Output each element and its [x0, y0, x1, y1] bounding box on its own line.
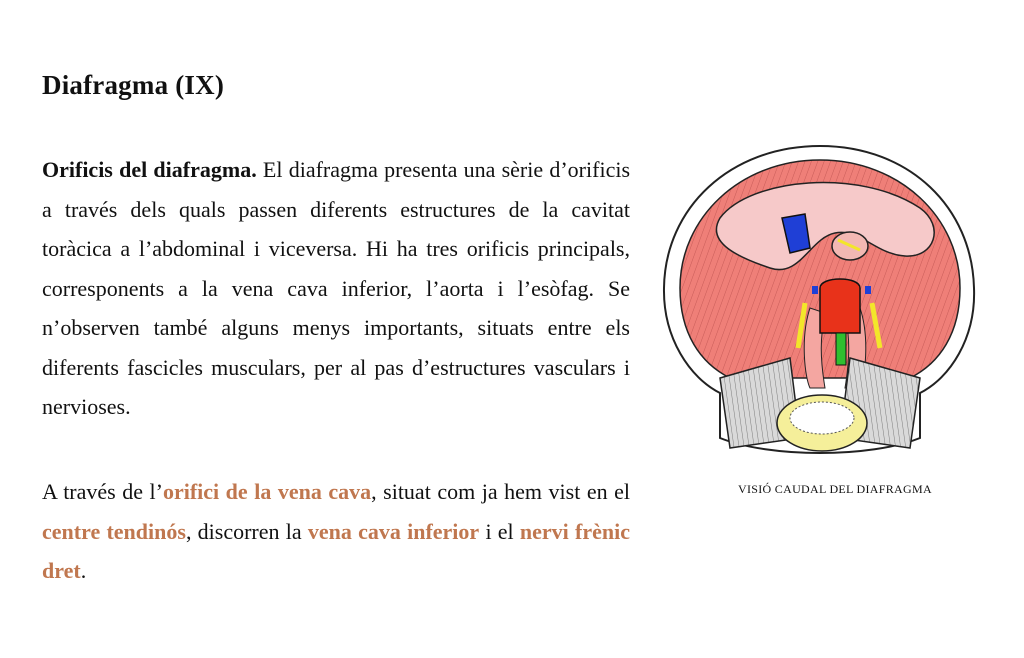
text-segment: , situat com ja hem vist en el	[371, 479, 630, 504]
link-orifici-vena-cava[interactable]: orifici de la vena cava	[162, 479, 372, 504]
text-segment: i el	[479, 518, 520, 544]
text-segment: A través de l’	[42, 479, 163, 504]
text-segment: , discorren la	[185, 518, 308, 544]
page-title: Diafragma (IX)	[42, 70, 225, 100]
diaphragm-illustration	[660, 138, 980, 460]
paragraph-vena-cava	[42, 472, 630, 591]
text-segment: .	[80, 558, 87, 583]
aorta-icon	[820, 279, 860, 333]
figure-caption: VISIÓ CAUDAL DEL DIAFRAGMA	[738, 482, 932, 496]
link-vena-cava-inferior[interactable]: vena cava inferior	[307, 518, 480, 544]
paragraph-text: El diafragma presenta una sèrie d’orificis a través dels quals passen diferents estructures de la cavitat toràcica a l’abdominal i viceversa. Hi ha tres orificis principals, corresponents a la vena cava inferior, l’aorta i l’esòfag. Se n’observen també alguns menys importants, situats entre els diferents fascicles musculars, per al pas d’estructures vasculars i nervioses.	[42, 157, 631, 419]
paragraph-orificis	[42, 150, 630, 427]
paragraph-lead: Orificis del diafragma.	[42, 157, 257, 182]
link-centre-tendinos[interactable]: centre tendinós	[42, 518, 186, 544]
link-nervi-frenic-dret[interactable]: nervi frènic dret	[42, 518, 630, 583]
